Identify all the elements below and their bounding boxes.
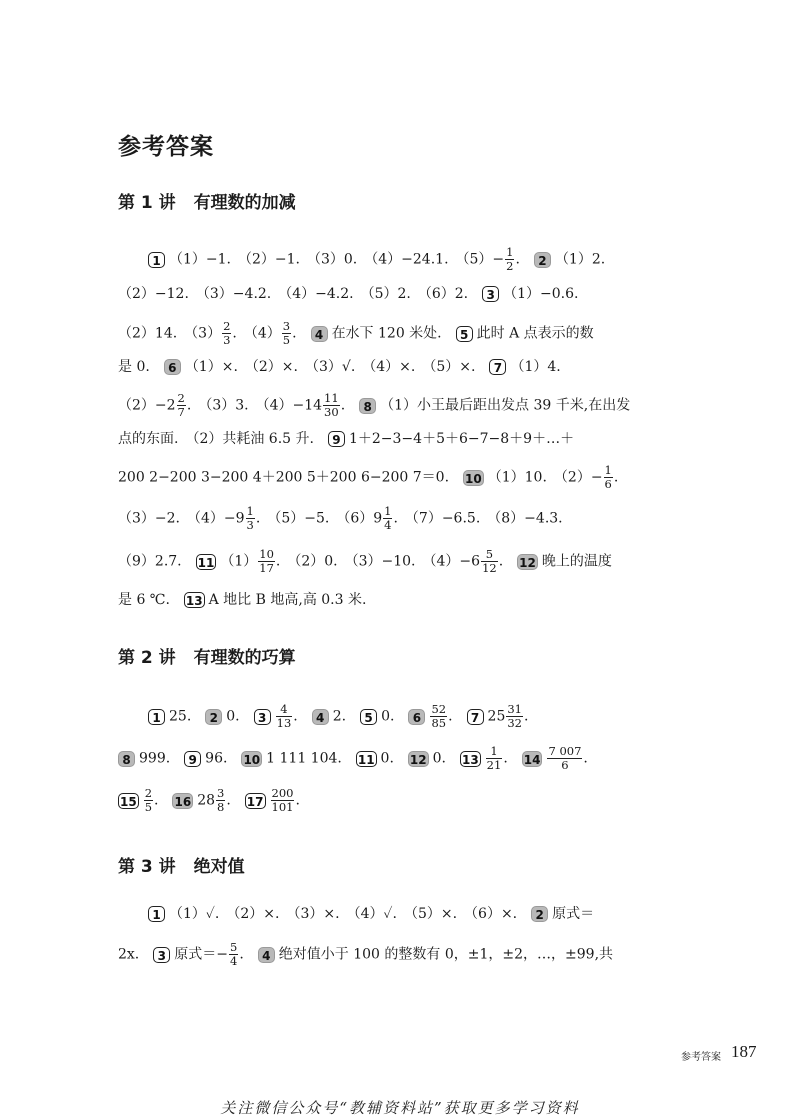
question-number-badge: 1: [148, 252, 165, 268]
fraction: [229, 941, 238, 968]
fraction-numerator: 1: [246, 504, 254, 518]
question-number-badge: 3: [254, 709, 271, 725]
answer-text: .: [239, 946, 258, 963]
answer-line: [118, 246, 716, 273]
question-number-badge: 11: [357, 752, 375, 767]
question-number-badge: 16: [174, 794, 192, 809]
question-number-badge: 2: [531, 906, 548, 922]
answer-text: （1）×. （2）×. （3）√. （4）×. （5）×.: [184, 359, 490, 375]
fraction: [276, 703, 293, 730]
answer-text: 28: [197, 792, 216, 809]
fraction-denominator: 13: [276, 716, 292, 730]
answer-text: .: [154, 792, 173, 809]
question-number-badge: 7: [467, 709, 484, 725]
fraction-numerator: 7 007: [548, 744, 582, 758]
answer-text: 1 111 104.: [266, 750, 356, 767]
answer-text: .: [340, 397, 360, 414]
fraction: [222, 320, 231, 347]
answer-text: （1）小王最后距出发点 39 千米,在出发: [380, 397, 631, 414]
question-number-badge: 14: [523, 752, 541, 767]
question-number-badge: 17: [246, 794, 264, 809]
section-heading: [118, 188, 296, 213]
answer-line: [118, 283, 686, 303]
question-number-badge: 3: [482, 286, 499, 302]
answer-text: 2.: [332, 708, 361, 725]
fraction-denominator: 21: [486, 758, 502, 772]
fraction-numerator: 1: [384, 504, 392, 518]
fraction-numerator: 2: [144, 786, 153, 800]
answer-text: （1）: [220, 553, 258, 570]
question-number-badge: 4: [311, 326, 328, 342]
question-number-badge: 12: [519, 555, 536, 570]
fraction-numerator: 5: [230, 940, 238, 954]
answer-line: [118, 392, 686, 419]
question-number-badge: 2: [534, 252, 551, 268]
question-number-badge: 6: [164, 359, 181, 375]
answer-text: .: [498, 553, 518, 570]
question-number-badge: 5: [360, 709, 377, 725]
fraction-denominator: 7: [177, 405, 185, 419]
answer-line: [118, 941, 686, 968]
fraction: [246, 505, 255, 532]
answer-text: 0.: [381, 708, 409, 725]
answer-line: [118, 787, 686, 814]
answer-line: [118, 356, 686, 376]
answer-text: 999.: [139, 750, 185, 767]
fraction-denominator: 6: [604, 477, 612, 491]
answer-line: [118, 428, 686, 448]
question-number-badge: 12: [409, 752, 427, 767]
section-heading: [118, 643, 296, 668]
fraction-numerator: 3: [217, 786, 225, 800]
answer-text: 0.: [380, 750, 408, 767]
answer-text: . （2）0. （3）−10. （4）−6: [275, 553, 481, 570]
fraction-denominator: 6: [561, 758, 569, 772]
section-number: 第 2 讲: [118, 648, 176, 668]
fraction-denominator: 85: [431, 716, 447, 730]
answer-text: .: [226, 792, 245, 809]
answer-text: 原式＝−: [174, 946, 228, 963]
answer-line: [118, 505, 686, 532]
question-number-badge: 1: [148, 709, 165, 725]
fraction-numerator: 52: [431, 702, 447, 716]
fraction-denominator: 2: [506, 259, 514, 273]
fraction-denominator: 17: [259, 561, 274, 575]
answer-text: （1）10. （2）−: [487, 469, 603, 486]
fraction-numerator: 5: [481, 548, 498, 562]
answer-text: . （7）−6.5. （8）−4.3.: [393, 510, 563, 527]
answer-text: （1）−1. （2）−1. （3）0. （4）−24.1. （5）−: [169, 251, 505, 268]
page-title: 参考答案: [118, 134, 214, 160]
watermark-text: 关注微信公众号“教辅资料站”获取更多学习资料: [220, 1099, 580, 1117]
answer-text: .: [524, 708, 529, 725]
answer-text: .: [293, 708, 312, 725]
section-number: 第 1 讲: [118, 193, 176, 213]
fraction: [323, 392, 340, 419]
answer-text: A 地比 B 地高,高 0.3 米.: [208, 592, 367, 608]
question-number-badge: 15: [120, 794, 137, 809]
question-number-badge: 3: [153, 947, 170, 963]
fraction: [216, 787, 225, 814]
answer-line: [118, 548, 686, 575]
fraction: [506, 703, 523, 730]
question-number-badge: 13: [461, 752, 479, 767]
answer-text: 0.: [226, 708, 254, 725]
answer-line: [118, 320, 686, 347]
fraction-numerator: 2: [223, 319, 231, 333]
answer-line: [118, 464, 686, 491]
answer-text: . （4）: [232, 325, 281, 342]
fraction: [383, 505, 392, 532]
fraction-numerator: 2: [177, 391, 185, 405]
section-title: 有理数的加减: [193, 193, 296, 213]
question-number-badge: 11: [197, 555, 215, 570]
fraction-numerator: 1: [604, 463, 612, 477]
answer-text: 此时 A 点表示的数: [476, 325, 594, 342]
fraction: [604, 464, 613, 491]
answer-text: 是 0.: [118, 359, 164, 375]
fraction-denominator: 5: [144, 800, 153, 814]
question-number-badge: 8: [359, 398, 376, 414]
answer-text: .: [613, 469, 619, 486]
answer-text: .: [583, 750, 588, 767]
answer-text: 1＋2−3−4＋5＋6−7−8＋9＋…＋: [348, 431, 575, 447]
fraction: [481, 548, 498, 575]
fraction: [282, 320, 291, 347]
answer-text: （9）2.7.: [118, 553, 196, 570]
answer-text: .: [448, 708, 467, 725]
answer-text: （1）2.: [554, 251, 606, 268]
section-title: 绝对值: [193, 857, 245, 877]
fraction-denominator: 4: [230, 954, 238, 968]
answer-line: [118, 589, 686, 609]
answer-text: 0.: [432, 750, 460, 767]
answer-text: （2）14. （3）: [118, 325, 222, 342]
fraction-numerator: 10: [259, 547, 274, 561]
fraction-denominator: 3: [246, 518, 254, 532]
question-number-badge: 6: [408, 709, 425, 725]
answer-text: .: [503, 750, 522, 767]
question-number-badge: 9: [184, 751, 201, 767]
fraction-numerator: 31: [507, 702, 522, 716]
fraction: [486, 745, 503, 772]
question-number-badge: 13: [185, 594, 203, 608]
fraction-numerator: 4: [276, 703, 293, 717]
fraction-numerator: 3: [282, 319, 291, 333]
question-number-badge: 4: [258, 947, 275, 963]
answer-text: （1）4.: [510, 359, 561, 375]
answer-text: （1）✓. （2）×. （3）×. （4）✓. （5）×. （6）×.: [169, 906, 532, 922]
answer-text: 晚上的温度: [541, 553, 612, 570]
fraction: [505, 246, 514, 273]
question-number-badge: 5: [456, 326, 473, 342]
answer-text: 96.: [205, 750, 242, 767]
fraction: [271, 787, 295, 814]
answer-line: [118, 745, 686, 772]
section-number: 第 3 讲: [118, 857, 176, 877]
question-number-badge: 2: [205, 709, 222, 725]
answer-text: 在水下 120 米处.: [331, 325, 456, 342]
question-number-badge: 10: [243, 752, 261, 767]
answer-text: .: [292, 325, 311, 342]
answer-text: 点的东面. （2）共耗油 6.5 升.: [118, 431, 328, 447]
question-number-badge: 10: [465, 471, 482, 486]
answer-text: 200 2−200 3−200 4＋200 5＋200 6−200 7＝0.: [118, 469, 464, 486]
fraction: [430, 703, 447, 730]
question-number-badge: 9: [328, 431, 345, 447]
answer-text: . （5）−5. （6）9: [255, 510, 383, 527]
fraction: [547, 745, 582, 772]
answer-text: .: [515, 251, 534, 268]
answer-text: （3）−2. （4）−9: [118, 510, 245, 527]
fraction-numerator: 1: [486, 745, 503, 759]
fraction-denominator: 5: [282, 333, 291, 347]
fraction-denominator: 12: [482, 561, 497, 575]
answer-line: [118, 903, 716, 923]
question-number-badge: 1: [148, 906, 165, 922]
section-heading: [118, 852, 245, 877]
question-number-badge: 4: [312, 709, 329, 725]
answer-text: 是 6 ℃.: [118, 592, 184, 608]
fraction-denominator: 101: [271, 800, 294, 814]
fraction: [258, 548, 275, 575]
answer-text: （2）−2: [118, 397, 176, 414]
answer-text: 25: [487, 708, 506, 725]
section-title: 有理数的巧算: [193, 648, 296, 668]
answer-text: 25.: [169, 708, 206, 725]
answer-line: [118, 703, 716, 730]
question-number-badge: 8: [118, 751, 135, 767]
answer-text: 绝对值小于 100 的整数有 0，±1，±2，…，±99,共: [278, 946, 614, 963]
answer-text: （2）−12. （3）−4.2. （4）−4.2. （5）2. （6）2.: [118, 286, 483, 302]
fraction-denominator: 32: [507, 716, 522, 730]
answer-text: 原式＝: [552, 906, 595, 922]
fraction-denominator: 4: [384, 518, 392, 532]
fraction-denominator: 3: [223, 333, 231, 347]
fraction: [144, 787, 153, 814]
page-number: 187: [731, 1042, 757, 1061]
answer-text: . （3）3. （4）−14: [186, 397, 323, 414]
answer-text: （1）−0.6.: [503, 286, 579, 302]
fraction-denominator: 30: [324, 405, 339, 419]
fraction-numerator: 1: [506, 245, 514, 259]
question-number-badge: 7: [489, 359, 506, 375]
answer-text: 2x.: [118, 946, 154, 963]
fraction-denominator: 8: [217, 800, 225, 814]
answer-text: .: [295, 792, 300, 809]
fraction-numerator: 200: [271, 786, 294, 800]
fraction: [177, 392, 186, 419]
fraction-numerator: 11: [324, 391, 339, 405]
footer-label: 参考答案: [681, 1052, 721, 1063]
